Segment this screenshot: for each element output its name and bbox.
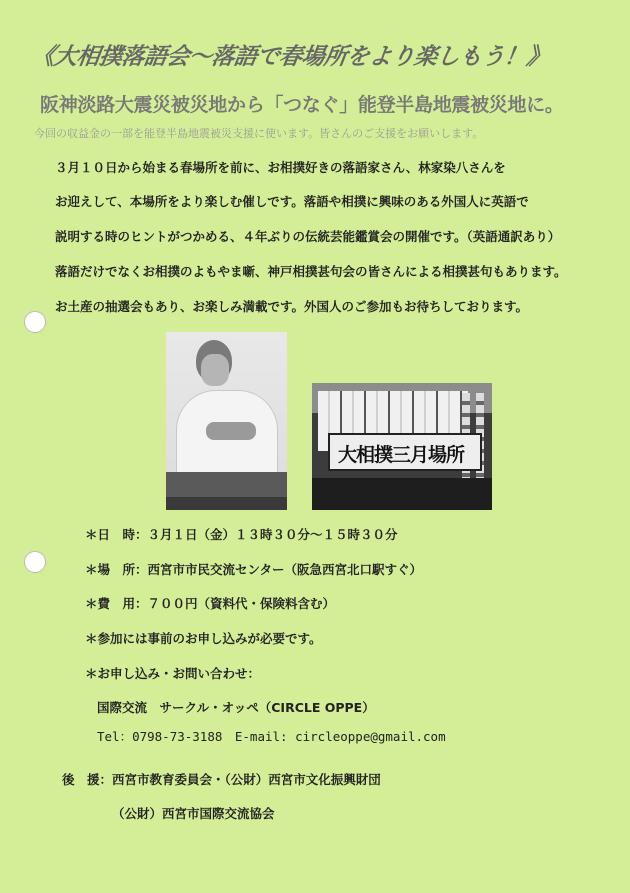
punch-hole-bottom — [24, 551, 46, 573]
flyer-title: 《大相撲落語会～落語で春場所をより楽しもう！》 — [29, 44, 551, 70]
sumo-sign-text: 大相撲三月場所 — [338, 444, 465, 466]
sumo-sign — [328, 433, 482, 471]
event-place: ＊場 所：西宮市市民交流センター（阪急西宮北口駅すぐ） — [85, 562, 423, 577]
event-fee: ＊費 用：７００円（資料代・保険料含む） — [85, 596, 336, 611]
rakugoka-photo — [166, 332, 287, 510]
punch-hole-top — [24, 311, 46, 333]
body-line-2: お迎えして、本場所をより楽しむ催しです。落語や相撲に興味のある外国人に英語で — [55, 194, 529, 209]
kouza-base — [166, 497, 287, 510]
event-date: ＊日 時：３月１日（金）１３時３０分～１５時３０分 — [85, 527, 398, 542]
hands-shape — [206, 422, 256, 440]
body-line-3: 説明する時のヒントがつかめる、４年ぶりの伝統芸能鑑賞会の開催です。（英語通訳あり） — [55, 229, 561, 244]
donation-notice: 今回の収益金の一部を能登半島地震被災支援に使います。皆さんのご支援をお願いします。 — [34, 127, 484, 140]
sponsor-line-2: （公財）西宮市国際交流協会 — [112, 806, 275, 821]
organizer-name: 国際交流 サークル・オッペ（CIRCLE OPPE） — [97, 700, 375, 715]
contact-heading: ＊お申し込み・お問い合わせ： — [85, 666, 261, 681]
flyer-subtitle: 阪神淡路大震災被災地から「つなぐ」能登半島地震被災地に。 — [40, 94, 564, 116]
face-shape — [201, 354, 229, 386]
body-line-5: お土産の抽選会もあり、お楽しみ満載です。外国人のご参加もお待ちしております。 — [55, 299, 529, 314]
sumo-hall-photo — [312, 383, 492, 510]
photo-street — [312, 478, 492, 510]
contact-info: Tel：0798-73-3188 E-mail: circleoppe@gmail.com — [97, 729, 446, 744]
body-line-4: 落語だけでなくお相撲のよもやま噺、神戸相撲甚句会の皆さんによる相撲甚句もあります。 — [55, 264, 567, 279]
reservation-required: ＊参加には事前のお申し込みが必要です。 — [85, 631, 322, 646]
sponsor-line-1: 後 援：西宮市教育委員会・（公財）西宮市文化振興財団 — [62, 772, 381, 787]
body-line-1: ３月１０日から始まる春場所を前に、お相撲好きの落語家さん、林家染八さんを — [55, 160, 506, 175]
